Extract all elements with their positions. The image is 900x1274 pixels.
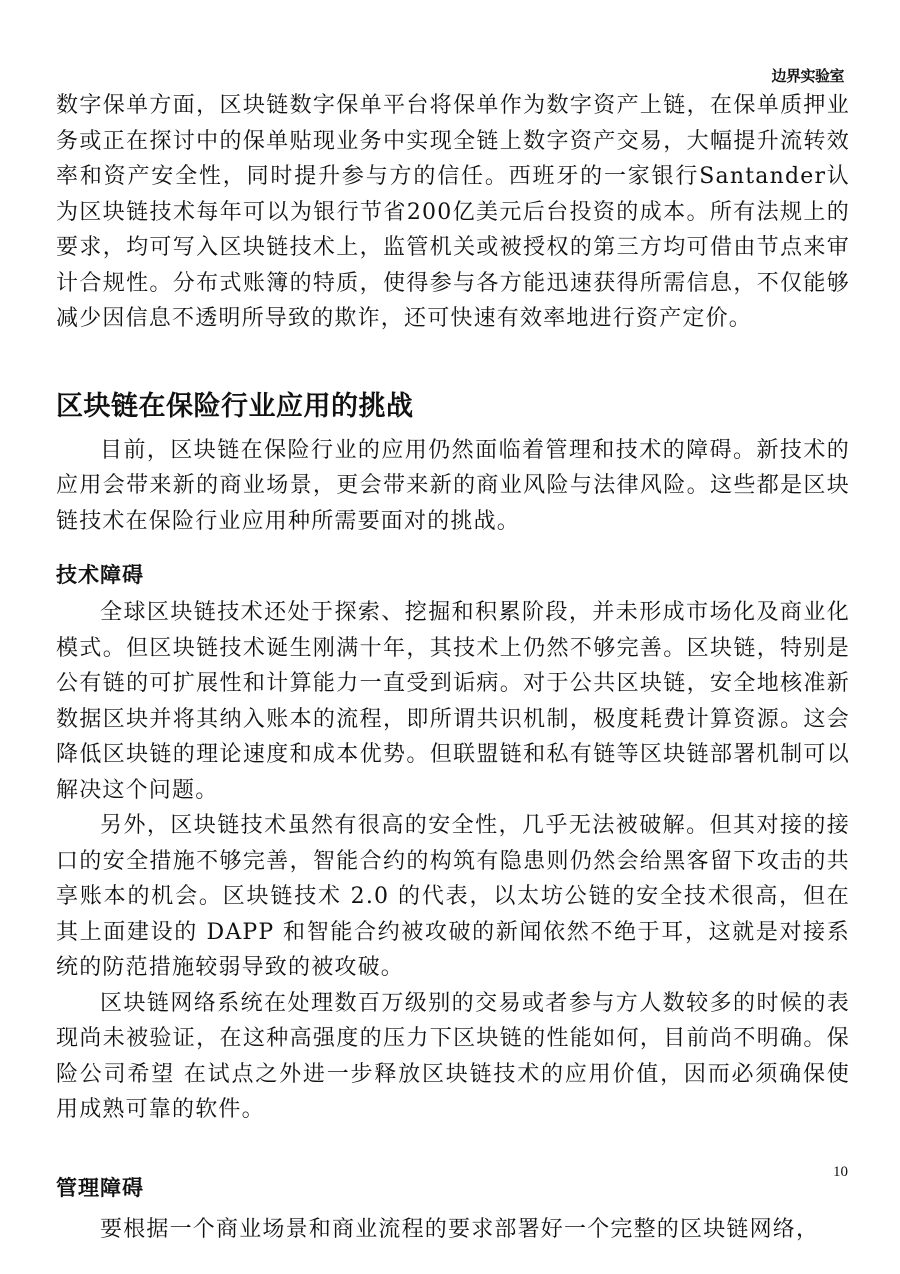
section-intro-paragraph: 目前，区块链在保险行业的应用仍然面临着管理和技术的障碍。新技术的应用会带来新的商业场景，更会带来新的商业风险与法律风险。这些都是区块链技术在保险行业应用种所需要面对的挑战。	[56, 437, 850, 534]
brand-logo: 边界实验室	[771, 67, 844, 85]
management-barrier-heading: 管理障碍	[56, 1174, 144, 1200]
section-title: 区块链在保险行业应用的挑战	[56, 390, 414, 422]
tech-paragraph-1: 全球区块链技术还处于探索、挖掘和积累阶段，并未形成市场化及商业化模式。但区块链技术诞生刚满十年，其技术上仍然不够完善。区块链，特别是公有链的可扩展性和计算能力一直受到诟病。对于公共区块链，安全地核准新数据区块并将其纳入账本的流程，即所谓共识机制，极度耗费计算资源。这会降低区块链的理论速度和成本优势。但联盟链和私有链等区块链部署机制可以解决这个问题。	[56, 600, 850, 803]
management-paragraph: 要根据一个商业场景和商业流程的要求部署好一个完整的区块链网络，	[100, 1216, 820, 1242]
tech-paragraph-2: 另外，区块链技术虽然有很高的安全性，几乎无法被破解。但其对接的接口的安全措施不够完善，智能合约的构筑有隐患则仍然会给黑客留下攻击的共享账本的机会。区块链技术 2.0 的代表，以太坊公链的安全技术很高，但在其上面建设的 DAPP 和智能合约被攻破的新闻依然不绝于耳，这就是对接系统的防范措施较弱导致的被攻破。	[56, 813, 850, 980]
tech-paragraph-3: 区块链网络系统在处理数百万级别的交易或者参与方人数较多的时候的表现尚未被验证，在这种高强度的压力下区块链的性能如何，目前尚不明确。保险公司希望 在试点之外进一步释放区块链技术的应用价值，因而必须确保使用成熟可靠的软件。	[56, 990, 850, 1122]
intro-paragraph: 数字保单方面，区块链数字保单平台将保单作为数字资产上链，在保单质押业务或正在探讨中的保单贴现业务中实现全链上数字资产交易，大幅提升流转效率和资产安全性，同时提升参与方的信任。西班牙的一家银行Santander认为区块链技术每年可以为银行节省200亿美元后台投资的成本。所有法规上的要求，均可写入区块链技术上，监管机关或被授权的第三方均可借由节点来审计合规性。分布式账簿的特质，使得参与各方能迅速获得所需信息，不仅能够减少因信息不透明所导致的欺诈，还可快速有效率地进行资产定价。	[56, 93, 850, 331]
page-number: 10	[833, 1164, 848, 1180]
tech-barrier-heading: 技术障碍	[56, 562, 144, 587]
page-content	[56, 88, 850, 1247]
